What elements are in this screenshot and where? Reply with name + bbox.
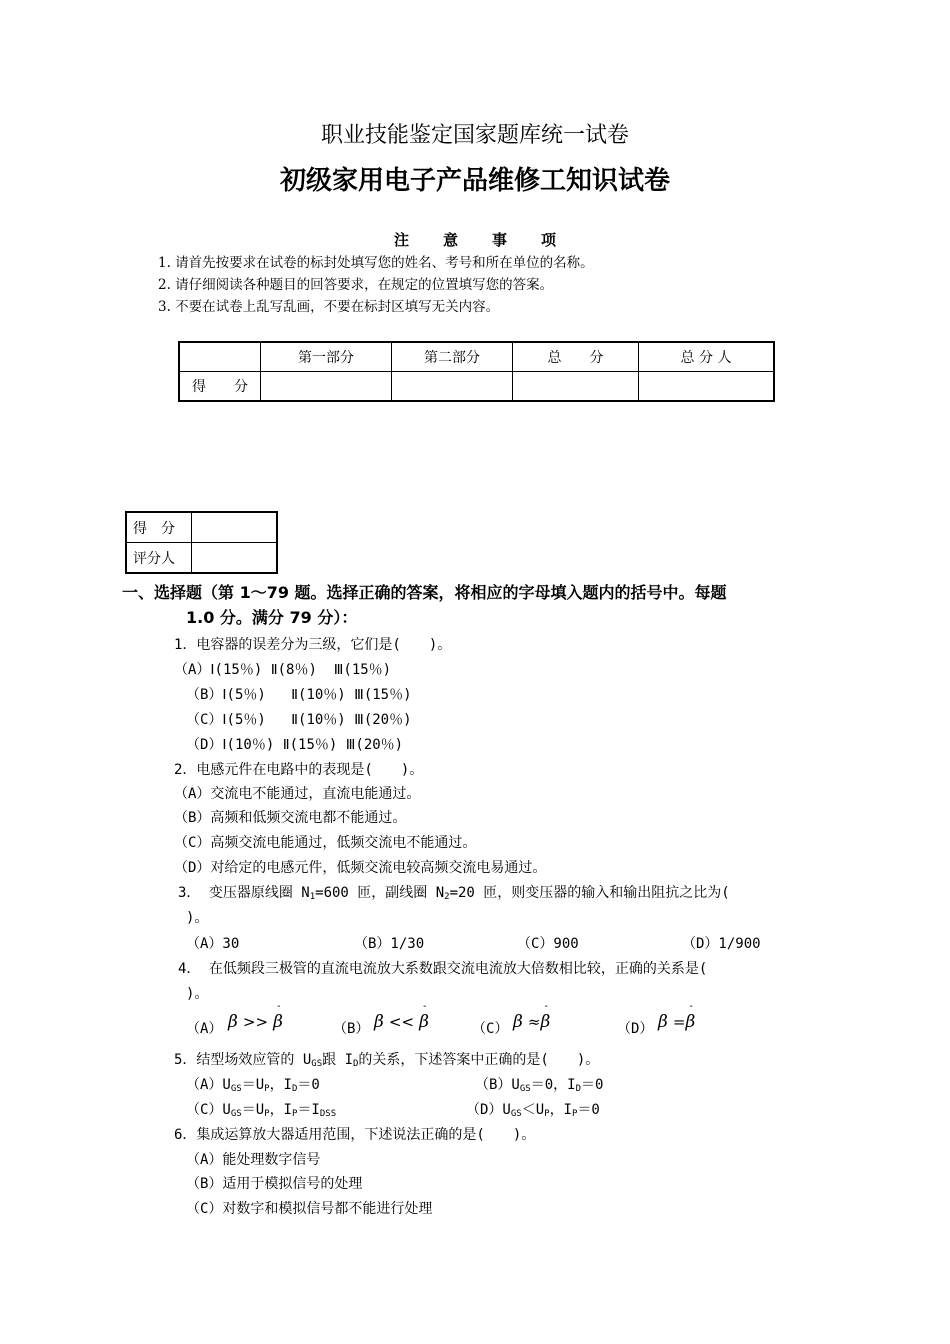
beta-symbol: β xyxy=(658,1012,668,1032)
q2-option-d: （D）对给定的电感元件，低频交流电较高频交流电易通过。 xyxy=(174,860,547,876)
exam-title: 初级家用电子产品维修工知识试卷 xyxy=(279,166,670,196)
q5-a-sub-d: D xyxy=(292,1084,298,1094)
q5-stem-mid: 跟 I xyxy=(322,1052,353,1068)
q3-stem-post: =20 匝，则变压器的输入和输出阻抗之比为( xyxy=(449,885,730,901)
score-table-corner xyxy=(179,342,261,372)
grader-score-cell[interactable] xyxy=(192,512,278,543)
q4-option-c xyxy=(472,1018,508,1038)
q4-option-b xyxy=(333,1018,369,1038)
q5-c-mid2: ，I xyxy=(269,1102,292,1118)
q5-d-mid: ＜U xyxy=(521,1102,545,1118)
q6-option-c: （C）对数字和模拟信号都不能进行处理 xyxy=(186,1201,433,1217)
q4-op-a: >> xyxy=(242,1013,269,1031)
q5-sub-gs: GS xyxy=(311,1059,323,1069)
q5-d-sub-p2: P xyxy=(572,1109,578,1119)
q5-b-mid: ＝0，I xyxy=(530,1077,576,1093)
q2-option-c: （C）高频交流电能通过，低频交流电不能通过。 xyxy=(174,835,477,851)
q5-stem xyxy=(174,1049,599,1069)
notice-title: 注意事项 xyxy=(393,231,590,249)
q5-sub-d: D xyxy=(353,1059,359,1069)
beta-bar-symbol: - β xyxy=(541,1012,551,1032)
q5-d-sub-gs: GS xyxy=(510,1109,522,1119)
q6-option-a: （A）能处理数字信号 xyxy=(186,1152,321,1168)
q5-b-post: ＝0 xyxy=(580,1077,604,1093)
q5-option-d xyxy=(466,1099,600,1119)
q3-option-c: （C）900 xyxy=(517,936,579,952)
q4-option-b-formula xyxy=(374,1012,429,1032)
grader-name-row xyxy=(126,543,277,574)
q5-stem-pre: 5．结型场效应管的 U xyxy=(174,1052,312,1068)
q5-c-sub-gs: GS xyxy=(230,1109,242,1119)
score-cell-part1[interactable] xyxy=(261,372,392,402)
section-grader-table xyxy=(125,511,278,574)
q4-a-label: （A） xyxy=(186,1021,223,1037)
q5-a-pre: （A）U xyxy=(186,1077,231,1093)
score-header-part1: 第一部分 xyxy=(261,342,392,372)
q3-stem-line2: )。 xyxy=(186,910,209,926)
notice-item-3: 3. 不要在试卷上乱写乱画，不要在标封区填写无关内容。 xyxy=(158,299,500,315)
q4-op-b: << xyxy=(388,1013,415,1031)
grader-name-cell[interactable] xyxy=(192,543,278,574)
score-cell-part2[interactable] xyxy=(392,372,513,402)
q5-a-sub-p: P xyxy=(264,1084,270,1094)
q4-option-a-formula xyxy=(228,1012,283,1032)
q5-b-pre: （B）U xyxy=(475,1077,520,1093)
q5-b-sub-gs: GS xyxy=(519,1084,531,1094)
grader-score-row xyxy=(126,512,277,543)
notice-item-2: 2. 请仔细阅读各种题目的回答要求，在规定的位置填写您的答案。 xyxy=(158,277,554,293)
q1-option-a: （A）Ⅰ(15％) Ⅱ(8％) Ⅲ(15％) xyxy=(174,662,392,678)
q5-d-mid2: ，I xyxy=(549,1102,572,1118)
score-cell-grader[interactable] xyxy=(639,372,775,402)
beta-bar-symbol: - β xyxy=(273,1012,283,1032)
q6-option-b: （B）适用于模拟信号的处理 xyxy=(186,1176,363,1192)
score-table-score-row xyxy=(179,372,774,402)
q5-c-mid: ＝U xyxy=(241,1102,265,1118)
q3-stem-mid: =600 匝，副线圈 N xyxy=(315,885,445,901)
q5-b-sub-d: D xyxy=(575,1084,581,1094)
q5-option-c xyxy=(186,1099,336,1119)
q5-a-mid: ＝U xyxy=(241,1077,265,1093)
q5-a-sub-gs: GS xyxy=(230,1084,242,1094)
q4-d-label: （D） xyxy=(617,1021,654,1037)
q1-option-d: （D）Ⅰ(10％) Ⅱ(15％) Ⅲ(20％) xyxy=(186,737,404,753)
score-cell-total[interactable] xyxy=(513,372,639,402)
score-row-label: 得 分 xyxy=(179,372,261,402)
notice-item-1: 1. 请首先按要求在试卷的标封处填写您的姓名、考号和所在单位的名称。 xyxy=(158,255,594,271)
q4-option-d-formula xyxy=(658,1012,695,1032)
exam-header-line1: 职业技能鉴定国家题库统一试卷 xyxy=(320,123,629,148)
q3-option-d: （D）1/900 xyxy=(682,936,761,952)
beta-bar-symbol: - β xyxy=(419,1012,429,1032)
q5-c-mid3: ＝I xyxy=(297,1102,320,1118)
beta-symbol: β xyxy=(228,1012,238,1032)
q5-c-sub-p: P xyxy=(264,1109,270,1119)
q5-stem-post: 的关系，下述答案中正确的是( )。 xyxy=(358,1052,600,1068)
beta-bar-symbol: - β xyxy=(686,1012,696,1032)
section-title: 一、选择题（第 1～79 题。选择正确的答案，将相应的字母填入题内的括号中。每题 xyxy=(122,583,727,602)
q1-stem: 1．电容器的误差分为三级，它们是( )。 xyxy=(174,637,452,653)
q4-b-label: （B） xyxy=(333,1021,370,1037)
q4-c-label: （C） xyxy=(472,1021,509,1037)
q4-op-d: = xyxy=(672,1013,686,1031)
q4-option-a xyxy=(186,1018,222,1038)
score-header-grader: 总 分 人 xyxy=(639,342,775,372)
q3-sub-1: 1 xyxy=(309,892,316,902)
q5-option-a xyxy=(186,1074,320,1094)
q4-op-c: ≈ xyxy=(527,1013,541,1031)
q6-stem: 6．集成运算放大器适用范围，下述说法正确的是( )。 xyxy=(174,1127,536,1143)
q3-option-a: （A）30 xyxy=(186,936,240,952)
q5-d-pre: （D）U xyxy=(466,1102,511,1118)
q2-option-a: （A）交流电不能通过，直流电能通过。 xyxy=(174,786,421,802)
q3-sub-2: 2 xyxy=(444,892,450,902)
score-header-total: 总 分 xyxy=(513,342,639,372)
beta-symbol: β xyxy=(513,1012,523,1032)
q4-option-c-formula xyxy=(513,1012,550,1032)
grader-name-label: 评分人 xyxy=(126,543,192,574)
q3-stem-pre: 3． 变压器原线圈 N xyxy=(178,885,310,901)
q3-option-b: （B）1/30 xyxy=(354,936,425,952)
q4-stem-line2: )。 xyxy=(186,986,209,1002)
score-header-part2: 第二部分 xyxy=(392,342,513,372)
q4-stem: 4． 在低频段三极管的直流电流放大系数跟交流电流放大倍数相比较，正确的关系是( xyxy=(178,961,708,977)
grader-score-label: 得 分 xyxy=(126,512,192,543)
q5-d-post: ＝0 xyxy=(577,1102,600,1118)
q5-a-mid2: ，I xyxy=(269,1077,292,1093)
q5-c-pre: （C）U xyxy=(186,1102,231,1118)
score-table-header-row xyxy=(179,342,774,372)
beta-symbol: β xyxy=(374,1012,384,1032)
q5-c-sub-dss: DSS xyxy=(319,1109,337,1119)
q1-option-b: （B）Ⅰ(5％) Ⅱ(10％) Ⅲ(15％) xyxy=(186,687,412,703)
q5-a-post: ＝0 xyxy=(297,1077,320,1093)
q5-d-sub-p: P xyxy=(544,1109,550,1119)
q1-option-c: （C）Ⅰ(5％) Ⅱ(10％) Ⅲ(20％) xyxy=(186,712,412,728)
q2-option-b: （B）高频和低频交流电都不能通过。 xyxy=(174,810,407,826)
q2-stem: 2．电感元件在电路中的表现是( )。 xyxy=(174,762,424,778)
q3-stem xyxy=(178,882,730,902)
score-table xyxy=(178,341,775,402)
q5-c-sub-p2: P xyxy=(292,1109,298,1119)
section-title-cont: 1.0 分。满分 79 分）： xyxy=(186,608,358,627)
q5-option-b xyxy=(475,1074,603,1094)
q4-option-d xyxy=(617,1018,653,1038)
